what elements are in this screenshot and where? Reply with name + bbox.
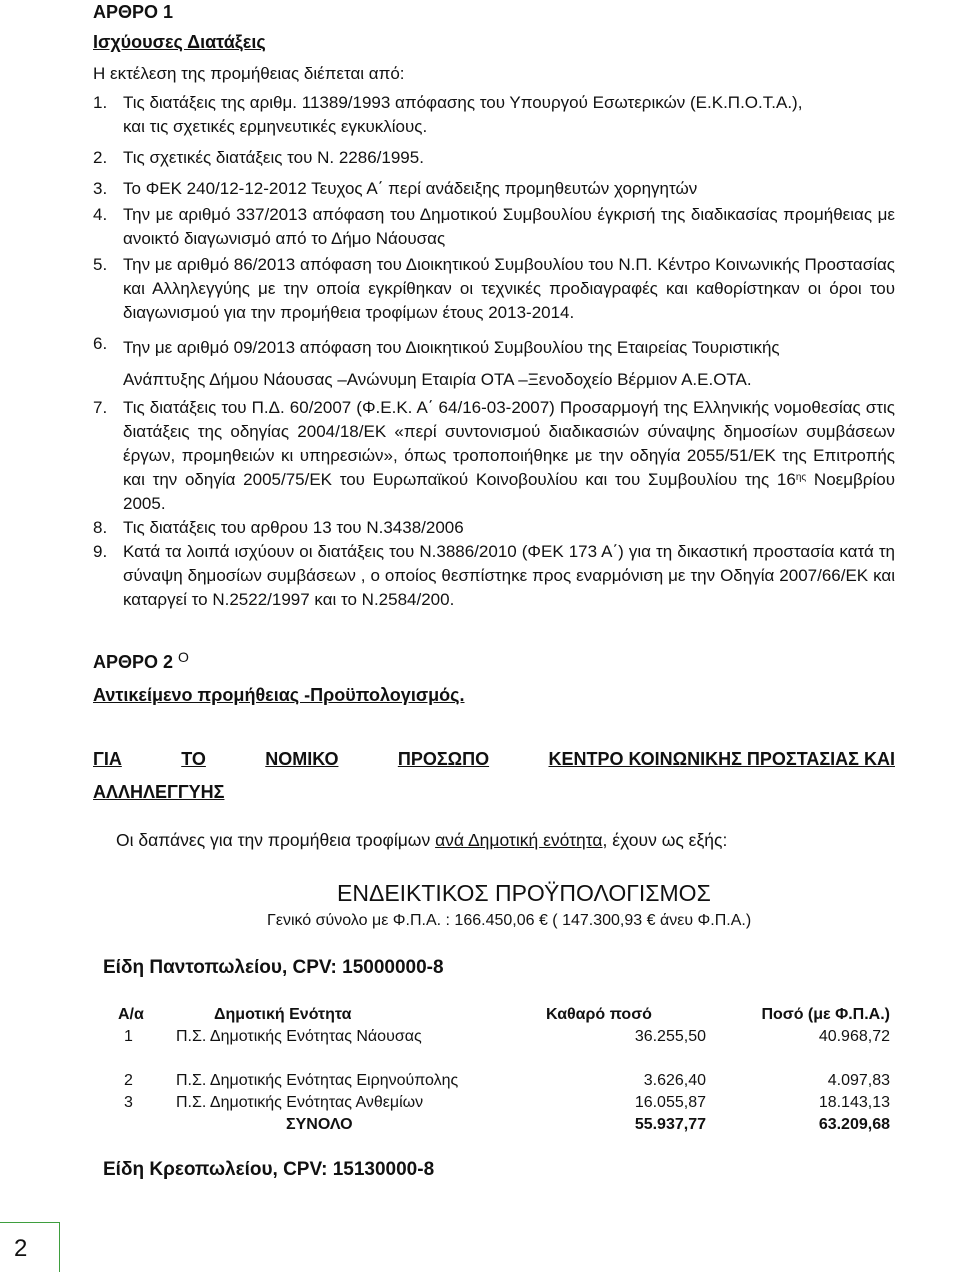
table-spacer-row bbox=[110, 1048, 892, 1070]
grocery-section-title: Είδη Παντοπωλείου, CPV: 15000000-8 bbox=[103, 957, 444, 978]
article-1-subheading: Ισχύουσες Διατάξεις bbox=[93, 32, 266, 52]
costs-intro-text: , έχουν ως εξής: bbox=[602, 830, 728, 850]
item-text: Το ΦΕΚ 240/12-12-2012 Τευχος Α΄ περί ανάδειξης προμηθευτών χορηγητών bbox=[123, 179, 698, 198]
list-item bbox=[93, 203, 895, 251]
total-net: 55.937,77 bbox=[634, 1116, 706, 1133]
table-row bbox=[110, 1092, 892, 1114]
item-number: 5. bbox=[93, 255, 108, 274]
cell-no: 2 bbox=[124, 1072, 133, 1089]
article-2-subheading: Αντικείμενο προμήθειας -Προϋπολογισμός. bbox=[93, 685, 465, 705]
item-text: Την με αριθμό 09/2013 απόφαση του Διοικητικού Συμβουλίου της Εταιρείας Τουριστικής bbox=[123, 338, 780, 357]
costs-intro-text: Οι δαπάνες για την προμήθεια τροφίμων bbox=[116, 830, 436, 850]
item-number: 6. bbox=[93, 334, 108, 353]
budget-subtitle: Γενικό σύνολο με Φ.Π.Α. : 166.450,06 € ( 147.300,93 € άνευ Φ.Π.Α.) bbox=[267, 912, 752, 929]
list-item bbox=[93, 396, 895, 516]
item-text: Τις διατάξεις του αρθρου 13 του Ν.3438/2006 bbox=[123, 518, 464, 537]
article-2-heading bbox=[93, 649, 189, 673]
list-item bbox=[93, 253, 895, 325]
cell-unit: Π.Σ. Δημοτικής Ενότητας Ειρηνούπολης bbox=[176, 1072, 459, 1089]
cell-gross: 4.097,83 bbox=[827, 1072, 890, 1089]
item-text: Τις διατάξεις του Π.Δ. 60/2007 (Φ.Ε.Κ. Α΄ 64/16-03-2007) Προσαρμογή της Ελληνικής νομοθεσίας στις διατάξεις της οδηγίας 2004/18/ΕΚ «περί συντονισμού διαδικασιών σύναψης δημοσίων συμβάσεων έργων, προμηθειών κι υπηρεσιών», όπως τροποποιήθηκε με την οδηγία 2055/51/ΕΚ της Επιτροπής και την οδηγία 2005/75/ΕΚ του Ευρωπαϊκού Κοινοβουλίου και του Συμβουλίου της 16 bbox=[123, 398, 895, 489]
item-text: Ανάπτυξης Δήμου Νάουσας –Ανώνυμη Εταιρία ΟΤΑ –Ξενοδοχείο Βέρμιον Α.Ε.ΟΤΑ. bbox=[123, 370, 752, 389]
list-item bbox=[93, 332, 895, 396]
article-1-intro: Η εκτέλεση της προμήθειας διέπεται από: bbox=[93, 64, 405, 83]
table-total-row bbox=[110, 1114, 892, 1136]
budget-title: ΕΝΔΕΙΚΤΙΚΟΣ ΠΡΟΫΠΟΛΟΓΙΣΜΟΣ bbox=[337, 880, 711, 906]
item-number: 2. bbox=[93, 148, 108, 167]
article-1-heading: ΑΡΘΡΟ 1 bbox=[93, 2, 174, 22]
entity-word: ΤΟ bbox=[181, 749, 206, 769]
entity-word: ΚΕΝΤΡΟ ΚΟΙΝΩΝΙΚΗΣ ΠΡΟΣΤΑΣΙΑΣ ΚΑΙ bbox=[548, 749, 895, 769]
item-number: 1. bbox=[93, 93, 108, 112]
item-text: Τις διατάξεις της αριθμ. 11389/1993 απόφασης του Υπουργού Εσωτερικών (Ε.Κ.Π.Ο.Τ.Α.), bbox=[123, 93, 803, 112]
article-2-heading-text: ΑΡΘΡΟ 2 bbox=[93, 652, 174, 672]
col-header-unit: Δημοτική Ενότητα bbox=[214, 1006, 352, 1023]
col-header-no: Α/α bbox=[118, 1006, 144, 1023]
col-header-net: Καθαρό ποσό bbox=[546, 1006, 652, 1023]
list-item bbox=[93, 516, 895, 540]
entity-word: ΝΟΜΙΚΟ bbox=[265, 749, 339, 769]
butcher-section-title: Είδη Κρεοπωλείου, CPV: 15130000-8 bbox=[103, 1159, 435, 1180]
list-item bbox=[93, 540, 895, 612]
entity-word: ΓΙΑ bbox=[93, 749, 122, 769]
item-text: Την με αριθμό 86/2013 απόφαση του Διοικητικού Συμβουλίου του Ν.Π. Κέντρο Κοινωνικής Προστασίας και Αλληλεγγύης με την οποία εγκρίθηκαν οι τεχνικές προδιαγραφές και καθορίστηκαν οι όροι του διαγωνισμού για την προμήθεια τροφίμων έτους 2013-2014. bbox=[123, 255, 895, 322]
cell-gross: 18.143,13 bbox=[818, 1094, 890, 1111]
item-text: Νοεμβρίου 2005. bbox=[123, 470, 895, 513]
item-number: 9. bbox=[93, 542, 108, 561]
entity-line-2: ΑΛΛΗΛΕΓΓΥΗΣ bbox=[93, 782, 225, 802]
total-label: ΣΥΝΟΛΟ bbox=[286, 1116, 353, 1133]
cell-no: 3 bbox=[124, 1094, 133, 1111]
table-row bbox=[110, 1026, 892, 1048]
total-gross: 63.209,68 bbox=[818, 1116, 890, 1133]
col-header-gross: Ποσό (με Φ.Π.Α.) bbox=[761, 1006, 890, 1023]
superscript-mark: Ο bbox=[178, 649, 189, 665]
item-number: 7. bbox=[93, 398, 108, 417]
page-number: 2 bbox=[14, 1235, 28, 1262]
item-text: και τις σχετικές ερμηνευτικές εγκυκλίους. bbox=[123, 117, 428, 136]
provisions-list bbox=[93, 91, 895, 612]
item-text: Κατά τα λοιπά ισχύουν οι διατάξεις του Ν.3886/2010 (ΦΕΚ 173 Α΄) για τη δικαστική προστασία κατά τη σύναψη δημοσίων συμβάσεων , ο οποίος θεσπίστηκε προς εναρμόνιση με την Οδηγία 2007/66/ΕΚ και καταργεί το Ν.2522/1997 και το Ν.2584/200. bbox=[123, 542, 895, 609]
entity-word: ΠΡΟΣΩΠΟ bbox=[397, 749, 490, 769]
list-item bbox=[93, 91, 895, 139]
costs-intro bbox=[116, 830, 727, 851]
list-item bbox=[93, 146, 895, 170]
cell-net: 16.055,87 bbox=[634, 1094, 706, 1111]
cell-net: 36.255,50 bbox=[634, 1028, 706, 1045]
table-header-row bbox=[110, 1004, 892, 1026]
item-number: 4. bbox=[93, 205, 108, 224]
cell-net: 3.626,40 bbox=[643, 1072, 706, 1089]
grocery-costs-table bbox=[110, 1004, 892, 1136]
cell-unit: Π.Σ. Δημοτικής Ενότητας Ανθεμίων bbox=[176, 1094, 424, 1111]
cell-unit: Π.Σ. Δημοτικής Ενότητας Νάουσας bbox=[176, 1028, 422, 1045]
page-number-box bbox=[0, 1222, 60, 1272]
entity-line-1 bbox=[93, 749, 895, 770]
cell-no: 1 bbox=[124, 1028, 133, 1045]
item-text: Την με αριθμό 337/2013 απόφαση του Δημοτικού Συμβουλίου έγκρισή της διαδικασίας προμήθειας με ανοικτό διαγωνισμό από το Δήμο Νάουσας bbox=[123, 205, 895, 248]
item-number: 3. bbox=[93, 179, 108, 198]
cell-gross: 40.968,72 bbox=[818, 1028, 890, 1045]
costs-intro-underlined: ανά Δημοτική ενότητα bbox=[435, 830, 603, 850]
item-text: Τις σχετικές διατάξεις του Ν. 2286/1995. bbox=[123, 148, 424, 167]
ordinal-suffix: ης bbox=[795, 472, 807, 483]
item-number: 8. bbox=[93, 518, 108, 537]
list-item bbox=[93, 177, 895, 201]
table-row bbox=[110, 1070, 892, 1092]
